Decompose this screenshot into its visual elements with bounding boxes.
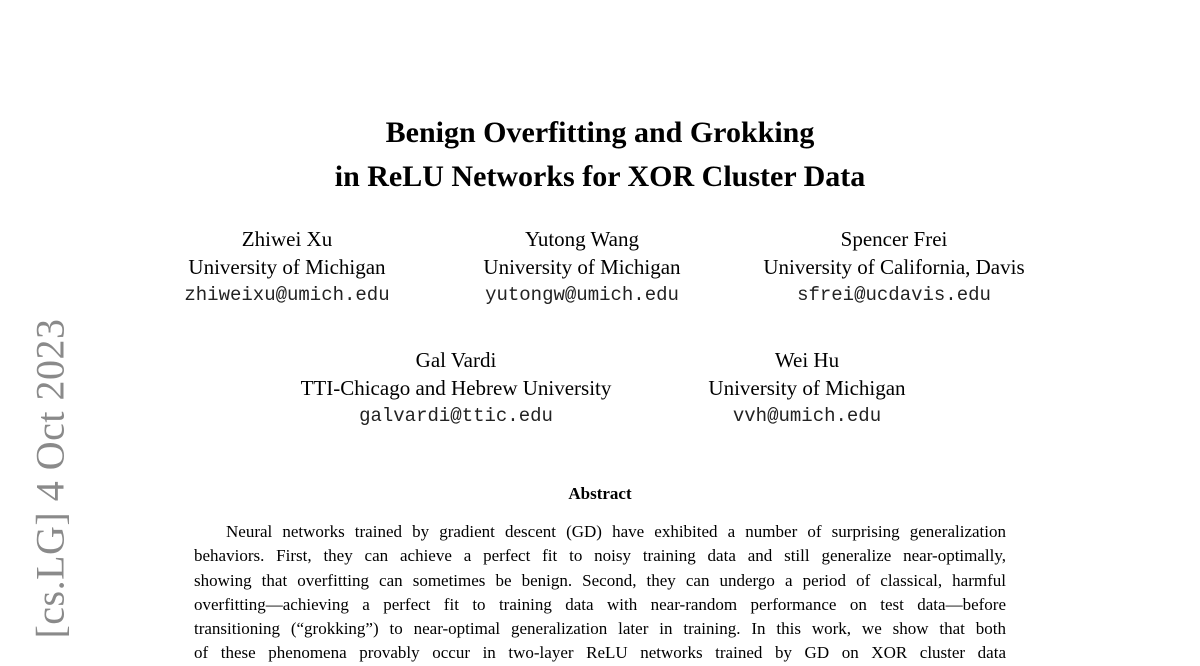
author-email[interactable]: vvh@umich.edu (732, 405, 882, 427)
abstract-heading: Abstract (568, 484, 632, 503)
paper-title-line-1: Benign Overfitting and Grokking (385, 116, 815, 149)
author-block (160, 225, 414, 309)
abstract-line: behaviors. First, they can achieve a perfect fit to noisy training data and still generalize near-optimally, (194, 546, 1006, 566)
author-name: Zhiwei Xu (241, 227, 333, 251)
author-affiliation: University of Michigan (708, 376, 906, 400)
author-email[interactable]: sfrei@ucdavis.edu (797, 284, 991, 306)
author-name: Yutong Wang (524, 227, 639, 251)
author-name: Wei Hu (774, 348, 840, 372)
abstract-line: showing that overfitting can sometimes be benign. Second, they can undergo a period of classical, harmful (194, 570, 1006, 590)
author-block (458, 225, 706, 309)
abstract-body (194, 520, 1006, 666)
abstract-line: transitioning (“grokking”) to near-optimal generalization later in training. In this work, we show that both (194, 619, 1006, 639)
paper-title-line-2: in ReLU Networks for XOR Cluster Data (334, 160, 866, 193)
author-block (744, 225, 1044, 309)
author-affiliation: TTI-Chicago and Hebrew University (300, 376, 612, 400)
author-name: Spencer Frei (840, 227, 948, 251)
author-email[interactable]: yutongw@umich.edu (485, 284, 679, 306)
abstract-line: Neural networks trained by gradient descent (GD) have exhibited a number of surprising generalization (226, 522, 1006, 541)
abstract-line: of these phenomena provably occur in two-layer ReLU networks trained by GD on XOR cluster data (194, 643, 1006, 663)
author-email[interactable]: zhiweixu@umich.edu (184, 284, 390, 306)
arxiv-stamp-text: [cs.LG] 4 Oct 2023 (27, 317, 73, 639)
author-affiliation: University of California, Davis (763, 255, 1025, 279)
author-block (690, 346, 924, 430)
arxiv-stamp (27, 317, 73, 639)
author-email[interactable]: galvardi@ttic.edu (359, 405, 553, 427)
author-affiliation: University of Michigan (483, 255, 681, 279)
author-name: Gal Vardi (415, 348, 497, 372)
author-block (276, 346, 636, 430)
abstract-line: overfitting—achieving a perfect fit to training data with near-random performance on test data—before (194, 594, 1006, 614)
author-affiliation: University of Michigan (188, 255, 386, 279)
